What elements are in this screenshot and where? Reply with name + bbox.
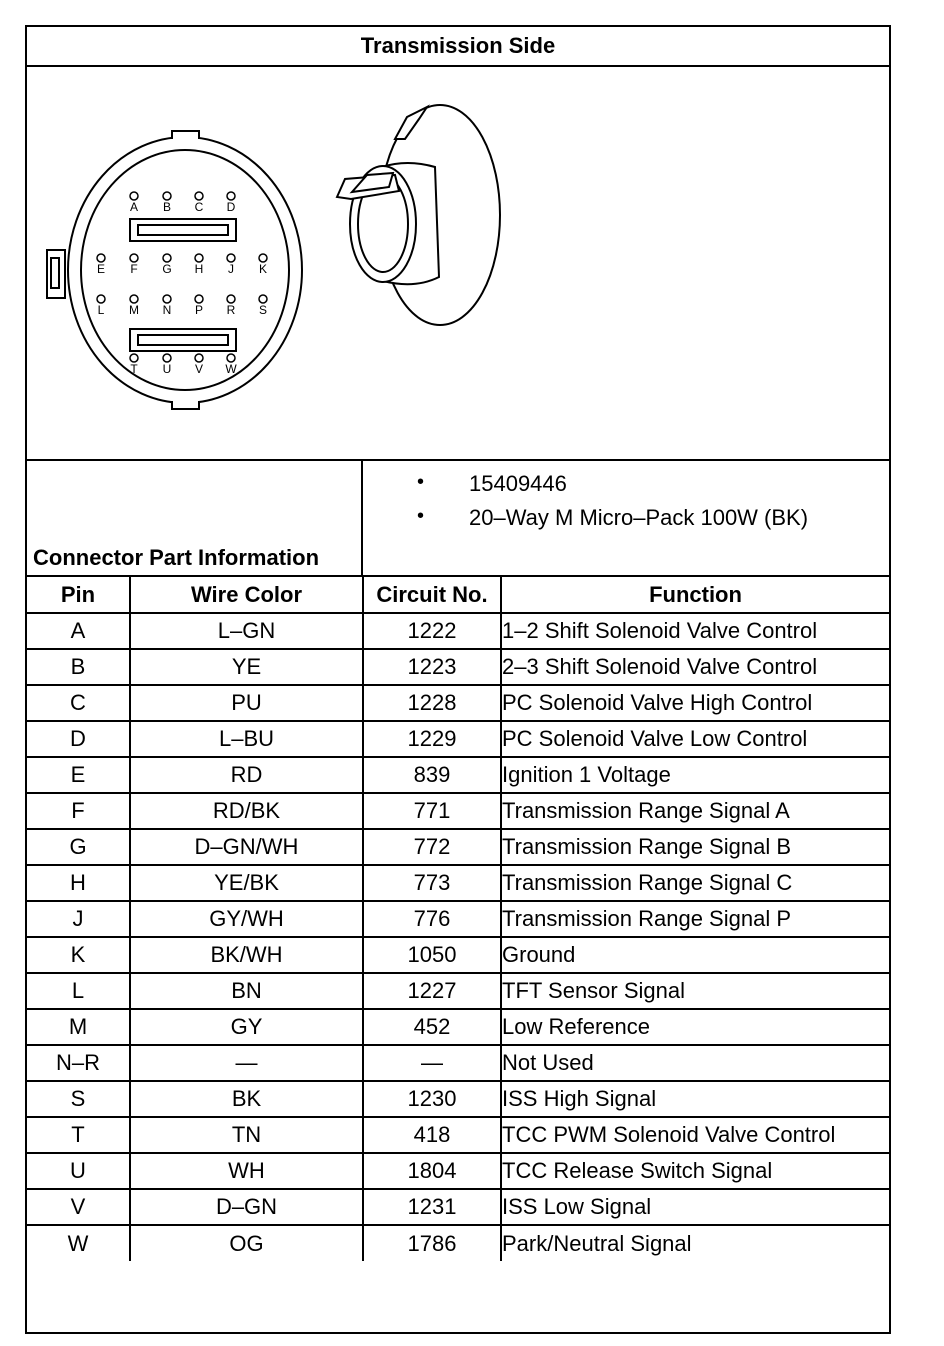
table-header-row — [27, 577, 889, 613]
pinout-table — [27, 577, 889, 1261]
bullet-icon: • — [417, 505, 425, 527]
pin-cell: G — [27, 829, 130, 865]
table-row — [27, 685, 889, 721]
pin-cavity — [195, 192, 203, 200]
pin-letter: V — [194, 362, 204, 376]
circuit-number-cell: 452 — [363, 1009, 501, 1045]
pin-cavity — [195, 354, 203, 362]
header-function: Function — [501, 577, 889, 613]
part-info-label-cell — [27, 461, 363, 575]
wire-color-cell: WH — [130, 1153, 363, 1189]
function-cell: Park/Neutral Signal — [501, 1225, 889, 1261]
function-cell: Ignition 1 Voltage — [501, 757, 889, 793]
pin-letter: E — [96, 262, 106, 276]
connector-side-view — [337, 105, 500, 325]
wire-color-cell: GY/WH — [130, 901, 363, 937]
function-cell: Transmission Range Signal B — [501, 829, 889, 865]
function-cell: ISS Low Signal — [501, 1189, 889, 1225]
table-row — [27, 721, 889, 757]
pin-cell: A — [27, 613, 130, 649]
table-row — [27, 1009, 889, 1045]
pin-cell: L — [27, 973, 130, 1009]
table-row — [27, 649, 889, 685]
function-cell: TCC Release Switch Signal — [501, 1153, 889, 1189]
wire-color-cell: YE/BK — [130, 865, 363, 901]
pin-cell: U — [27, 1153, 130, 1189]
circuit-number-cell: 1231 — [363, 1189, 501, 1225]
function-cell: PC Solenoid Valve Low Control — [501, 721, 889, 757]
pin-cavity — [259, 254, 267, 262]
pin-letter: T — [130, 362, 138, 376]
pin-cavity — [227, 192, 235, 200]
pin-cavity — [130, 192, 138, 200]
pin-cell: H — [27, 865, 130, 901]
pin-letter: N — [162, 303, 172, 317]
function-cell: PC Solenoid Valve High Control — [501, 685, 889, 721]
pin-cavity — [163, 254, 171, 262]
pin-cavity — [227, 354, 235, 362]
connector-part-info — [27, 461, 889, 577]
table-row — [27, 1045, 889, 1081]
circuit-number-cell: 1227 — [363, 973, 501, 1009]
wire-color-cell: L–GN — [130, 613, 363, 649]
pin-cell: N–R — [27, 1045, 130, 1081]
part-info-label: Connector Part Information — [33, 545, 320, 570]
pin-letter: B — [162, 200, 172, 214]
table-row — [27, 793, 889, 829]
wire-color-cell: BK/WH — [130, 937, 363, 973]
table-row — [27, 1189, 889, 1225]
table-row — [27, 613, 889, 649]
pin-cell: V — [27, 1189, 130, 1225]
header-pin: Pin — [27, 577, 130, 613]
pin-cavity — [195, 254, 203, 262]
pin-letter: F — [130, 262, 138, 276]
pin-cell: J — [27, 901, 130, 937]
pin-letter: C — [194, 200, 204, 214]
pin-letter: W — [225, 362, 237, 376]
pin-letter: J — [228, 262, 234, 276]
pin-letter: U — [162, 362, 172, 376]
pin-cavity — [227, 254, 235, 262]
table-row — [27, 1225, 889, 1261]
function-cell: Transmission Range Signal P — [501, 901, 889, 937]
pin-cell: C — [27, 685, 130, 721]
part-number: 15409446 — [469, 471, 567, 496]
header-circuit-no: Circuit No. — [363, 577, 501, 613]
wire-color-cell: — — [130, 1045, 363, 1081]
table-row — [27, 937, 889, 973]
pin-cavity — [259, 295, 267, 303]
pin-cavity — [130, 354, 138, 362]
pin-letter: R — [226, 303, 236, 317]
pin-letter: G — [162, 262, 172, 276]
function-cell: Transmission Range Signal A — [501, 793, 889, 829]
pin-cell: F — [27, 793, 130, 829]
pin-cavity — [227, 295, 235, 303]
circuit-number-cell: 1228 — [363, 685, 501, 721]
circuit-number-cell: 1230 — [363, 1081, 501, 1117]
circuit-number-cell: 1229 — [363, 721, 501, 757]
function-cell: ISS High Signal — [501, 1081, 889, 1117]
pin-letter: D — [226, 200, 236, 214]
wire-color-cell: RD/BK — [130, 793, 363, 829]
wire-color-cell: BK — [130, 1081, 363, 1117]
table-row — [27, 1153, 889, 1189]
pin-cavity — [97, 254, 105, 262]
function-cell: 2–3 Shift Solenoid Valve Control — [501, 649, 889, 685]
circuit-number-cell: 1050 — [363, 937, 501, 973]
circuit-number-cell: 1223 — [363, 649, 501, 685]
sheet-title: Transmission Side — [27, 27, 889, 67]
pin-cell: S — [27, 1081, 130, 1117]
pin-cavity — [163, 192, 171, 200]
pin-cell: W — [27, 1225, 130, 1261]
wire-color-cell: YE — [130, 649, 363, 685]
wire-color-cell: PU — [130, 685, 363, 721]
wire-color-cell: RD — [130, 757, 363, 793]
pin-cell: T — [27, 1117, 130, 1153]
circuit-number-cell: 1786 — [363, 1225, 501, 1261]
wire-color-cell: TN — [130, 1117, 363, 1153]
wire-color-cell: GY — [130, 1009, 363, 1045]
pin-cell: K — [27, 937, 130, 973]
circuit-number-cell: 772 — [363, 829, 501, 865]
pin-cell: M — [27, 1009, 130, 1045]
pin-letter: P — [194, 303, 204, 317]
wire-color-cell: BN — [130, 973, 363, 1009]
circuit-number-cell: — — [363, 1045, 501, 1081]
function-cell: Transmission Range Signal C — [501, 865, 889, 901]
pin-cavity — [97, 295, 105, 303]
connector-sheet — [25, 25, 891, 1334]
table-row — [27, 865, 889, 901]
connector-description: 20–Way M Micro–Pack 100W (BK) — [469, 505, 809, 530]
circuit-number-cell: 771 — [363, 793, 501, 829]
function-cell: Ground — [501, 937, 889, 973]
circuit-number-cell: 418 — [363, 1117, 501, 1153]
bullet-icon: • — [417, 471, 425, 493]
function-cell: Not Used — [501, 1045, 889, 1081]
pin-letter: H — [194, 262, 204, 276]
table-row — [27, 829, 889, 865]
circuit-number-cell: 1804 — [363, 1153, 501, 1189]
function-cell: 1–2 Shift Solenoid Valve Control — [501, 613, 889, 649]
pin-letter: K — [258, 262, 268, 276]
function-cell: TCC PWM Solenoid Valve Control — [501, 1117, 889, 1153]
circuit-number-cell: 839 — [363, 757, 501, 793]
pin-letter: M — [129, 303, 139, 317]
table-row — [27, 757, 889, 793]
connector-drawing — [27, 67, 889, 461]
pin-cavity — [163, 295, 171, 303]
wire-color-cell: OG — [130, 1225, 363, 1261]
circuit-number-cell: 1222 — [363, 613, 501, 649]
pin-letter: S — [258, 303, 268, 317]
pin-cavity — [130, 254, 138, 262]
circuit-number-cell: 776 — [363, 901, 501, 937]
table-row — [27, 1117, 889, 1153]
function-cell: Low Reference — [501, 1009, 889, 1045]
table-row — [27, 901, 889, 937]
pin-cell: B — [27, 649, 130, 685]
table-row — [27, 1081, 889, 1117]
pin-cavity — [195, 295, 203, 303]
circuit-number-cell: 773 — [363, 865, 501, 901]
pin-cell: E — [27, 757, 130, 793]
pin-letter: L — [97, 303, 105, 317]
pin-letter: A — [129, 200, 139, 214]
function-cell: TFT Sensor Signal — [501, 973, 889, 1009]
pin-cavity — [163, 354, 171, 362]
pin-cell: D — [27, 721, 130, 757]
table-row — [27, 973, 889, 1009]
wire-color-cell: L–BU — [130, 721, 363, 757]
connector-illustration — [27, 67, 889, 461]
header-wire-color: Wire Color — [130, 577, 363, 613]
part-info-list — [363, 461, 889, 575]
wire-color-cell: D–GN — [130, 1189, 363, 1225]
wire-color-cell: D–GN/WH — [130, 829, 363, 865]
pin-cavity — [130, 295, 138, 303]
